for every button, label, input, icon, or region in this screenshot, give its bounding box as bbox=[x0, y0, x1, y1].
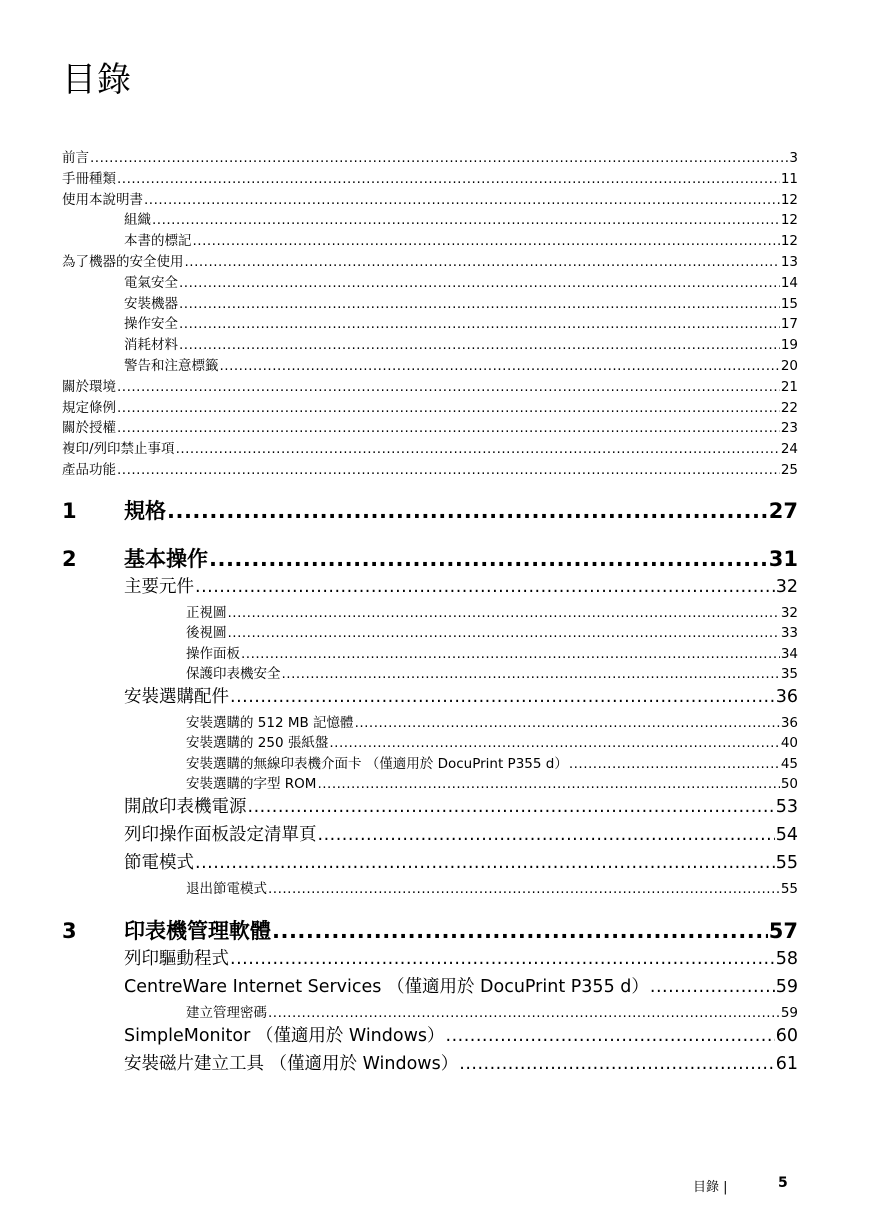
toc-page-number: 36 bbox=[780, 714, 798, 731]
toc-entry-title: 後視圖 bbox=[186, 625, 227, 642]
dot-leader bbox=[317, 776, 779, 792]
toc-page-number: 53 bbox=[775, 796, 798, 817]
toc-front-entry[interactable] bbox=[62, 188, 798, 209]
toc-entry-title: 使用本說明書 bbox=[62, 191, 143, 208]
toc-entry-title: 複印/列印禁止事項 bbox=[62, 441, 175, 458]
dot-leader bbox=[195, 577, 775, 597]
toc-entry-title: 安裝選購配件 bbox=[124, 686, 229, 707]
toc-subsection-entry[interactable] bbox=[62, 621, 798, 642]
page-title: 目錄 bbox=[62, 60, 132, 100]
toc-entry-title: 正視圖 bbox=[186, 604, 227, 621]
toc-section-entry[interactable] bbox=[62, 1050, 798, 1078]
toc-page-number: 40 bbox=[780, 735, 798, 752]
toc-front-entry[interactable] bbox=[62, 208, 798, 229]
chapter-number: 3 bbox=[62, 919, 77, 944]
toc-page-number: 24 bbox=[780, 441, 798, 458]
toc-entry-title: CentreWare Internet Services （僅適用於 DocuPrint P355 d） bbox=[124, 977, 649, 998]
toc-page-number: 50 bbox=[780, 776, 798, 793]
dot-leader bbox=[318, 825, 775, 845]
dot-leader bbox=[185, 254, 780, 270]
toc-entry-title: 消耗材料 bbox=[124, 337, 178, 354]
toc-entry-title: 產品功能 bbox=[62, 461, 116, 478]
dot-leader bbox=[230, 949, 775, 969]
dot-leader bbox=[144, 192, 780, 208]
toc-section-entry[interactable] bbox=[62, 1022, 798, 1050]
toc-page-number: 19 bbox=[780, 337, 798, 354]
toc-entry-title: 安裝磁片建立工具 （僅適用於 Windows） bbox=[124, 1053, 459, 1074]
toc-page-number: 3 bbox=[789, 150, 798, 166]
toc-front-entry[interactable] bbox=[62, 396, 798, 417]
toc-page-number: 32 bbox=[775, 576, 798, 597]
toc-front-entry[interactable] bbox=[62, 229, 798, 250]
toc-entry-title: 安裝選購的無線印表機介面卡 （僅適用於 DocuPrint P355 d） bbox=[186, 755, 568, 772]
dot-leader bbox=[268, 1005, 780, 1021]
dot-leader bbox=[179, 316, 780, 332]
dot-leader bbox=[329, 735, 779, 751]
toc-page-number: 59 bbox=[775, 977, 798, 998]
toc-entry-title: 規格 bbox=[124, 498, 166, 523]
dot-leader bbox=[459, 1054, 774, 1074]
dot-leader bbox=[195, 853, 775, 873]
toc-front-entry[interactable] bbox=[62, 312, 798, 333]
dot-leader bbox=[167, 499, 768, 523]
toc-page-number: 36 bbox=[775, 686, 798, 707]
toc-front-entry[interactable] bbox=[62, 146, 798, 167]
toc-entry-title: 開啟印表機電源 bbox=[124, 796, 247, 817]
toc-front-entry[interactable] bbox=[62, 250, 798, 271]
toc-entry-title: 安裝選購的 512 MB 記憶體 bbox=[186, 714, 354, 731]
toc-front-entry[interactable] bbox=[62, 271, 798, 292]
toc-page-number: 13 bbox=[780, 253, 798, 270]
toc-section-entry[interactable] bbox=[62, 973, 798, 1001]
toc-page-number: 15 bbox=[780, 295, 798, 312]
dot-leader bbox=[650, 977, 775, 997]
toc-entry-title: 組織 bbox=[124, 212, 151, 229]
toc-subsection-entry[interactable] bbox=[62, 601, 798, 622]
dot-leader bbox=[272, 919, 768, 943]
toc-entry-title: 操作面板 bbox=[186, 645, 240, 662]
toc-entry-title: SimpleMonitor （僅適用於 Windows） bbox=[124, 1025, 445, 1046]
toc-section-entry[interactable] bbox=[62, 849, 798, 877]
footer-label: 目錄 | bbox=[693, 1180, 728, 1195]
toc-subsection-entry[interactable] bbox=[62, 642, 798, 663]
toc-front-entry[interactable] bbox=[62, 458, 798, 479]
toc-page-number: 59 bbox=[780, 1005, 798, 1022]
toc-entry-title: 前言 bbox=[62, 150, 89, 166]
toc-page-number: 27 bbox=[768, 498, 798, 523]
toc-entry-title: 規定條例 bbox=[62, 399, 116, 416]
toc-entry-title: 節電模式 bbox=[124, 852, 194, 873]
dot-leader bbox=[193, 233, 780, 249]
toc-chapter-entry[interactable] bbox=[62, 915, 798, 945]
dot-leader bbox=[241, 646, 780, 662]
dot-leader bbox=[228, 625, 780, 641]
toc-page-number: 12 bbox=[780, 212, 798, 229]
table-of-contents bbox=[62, 146, 798, 1078]
toc-front-entry[interactable] bbox=[62, 333, 798, 354]
toc-subsection-entry[interactable] bbox=[62, 772, 798, 793]
toc-entry-title: 主要元件 bbox=[124, 576, 194, 597]
toc-entry-title: 警告和注意標籤 bbox=[124, 357, 219, 374]
toc-front-entry[interactable] bbox=[62, 167, 798, 188]
toc-page-number: 12 bbox=[780, 233, 798, 250]
toc-entry-title: 基本操作 bbox=[124, 546, 208, 571]
dot-leader bbox=[117, 400, 780, 416]
toc-page-number: 58 bbox=[775, 949, 798, 970]
toc-front-entry[interactable] bbox=[62, 416, 798, 437]
toc-page-number: 17 bbox=[780, 316, 798, 333]
dot-leader bbox=[179, 296, 780, 312]
toc-entry-title: 關於授權 bbox=[62, 420, 116, 437]
toc-entry-title: 安裝選購的 250 張紙盤 bbox=[186, 735, 329, 752]
toc-chapter-entry[interactable] bbox=[62, 543, 798, 573]
dot-leader bbox=[569, 756, 780, 772]
toc-entry-title: 印表機管理軟體 bbox=[124, 919, 271, 944]
dot-leader bbox=[152, 212, 780, 228]
toc-entry-title: 列印操作面板設定清單頁 bbox=[124, 824, 317, 845]
toc-page-number: 60 bbox=[775, 1025, 798, 1046]
toc-page-number: 25 bbox=[780, 461, 798, 478]
toc-page-number: 55 bbox=[780, 880, 798, 897]
toc-front-entry[interactable] bbox=[62, 354, 798, 375]
toc-page-number: 32 bbox=[780, 604, 798, 621]
toc-page-number: 34 bbox=[780, 645, 798, 662]
toc-entry-title: 列印驅動程式 bbox=[124, 949, 229, 970]
dot-leader bbox=[230, 687, 775, 707]
toc-entry-title: 安裝機器 bbox=[124, 295, 178, 312]
toc-subsection-entry[interactable] bbox=[62, 711, 798, 732]
dot-leader bbox=[179, 337, 780, 353]
dot-leader bbox=[90, 150, 788, 166]
toc-page-number: 12 bbox=[780, 191, 798, 208]
chapter-number: 2 bbox=[62, 546, 77, 571]
toc-page-number: 14 bbox=[780, 274, 798, 291]
toc-page-number: 33 bbox=[780, 625, 798, 642]
toc-subsection-entry[interactable] bbox=[62, 877, 798, 898]
toc-entry-title: 為了機器的安全使用 bbox=[62, 253, 184, 270]
toc-entry-title: 電氣安全 bbox=[124, 274, 178, 291]
dot-leader bbox=[209, 547, 768, 571]
toc-page-number: 22 bbox=[780, 399, 798, 416]
toc-entry-title: 退出節電模式 bbox=[186, 880, 267, 897]
toc-subsection-entry[interactable] bbox=[62, 731, 798, 752]
toc-section-entry[interactable] bbox=[62, 793, 798, 821]
toc-entry-title: 關於環境 bbox=[62, 378, 116, 395]
dot-leader bbox=[268, 881, 780, 897]
toc-section-entry[interactable] bbox=[62, 683, 798, 711]
dot-leader bbox=[228, 605, 780, 621]
toc-page-number: 23 bbox=[780, 420, 798, 437]
dot-leader bbox=[117, 171, 780, 187]
toc-entry-title: 操作安全 bbox=[124, 316, 178, 333]
toc-page-number: 45 bbox=[780, 755, 798, 772]
footer-page-number: 5 bbox=[778, 1175, 788, 1191]
dot-leader bbox=[176, 441, 780, 457]
toc-page-number: 35 bbox=[780, 666, 798, 683]
toc-page-number: 55 bbox=[775, 852, 798, 873]
dot-leader bbox=[179, 275, 780, 291]
toc-front-entry[interactable] bbox=[62, 292, 798, 313]
toc-chapter-entry[interactable] bbox=[62, 495, 798, 525]
toc-section-entry[interactable] bbox=[62, 821, 798, 849]
toc-entry-title: 手冊種類 bbox=[62, 170, 116, 187]
toc-subsection-entry[interactable] bbox=[62, 1001, 798, 1022]
dot-leader bbox=[282, 666, 780, 682]
toc-page-number: 57 bbox=[768, 919, 798, 944]
toc-front-entry[interactable] bbox=[62, 375, 798, 396]
dot-leader bbox=[117, 462, 780, 478]
toc-subsection-entry[interactable] bbox=[62, 752, 798, 773]
toc-page-number: 54 bbox=[775, 824, 798, 845]
dot-leader bbox=[355, 715, 780, 731]
toc-section-entry[interactable] bbox=[62, 573, 798, 601]
toc-front-entry[interactable] bbox=[62, 437, 798, 458]
dot-leader bbox=[248, 797, 775, 817]
dot-leader bbox=[220, 358, 780, 374]
toc-entry-title: 保護印表機安全 bbox=[186, 666, 281, 683]
toc-page-number: 11 bbox=[780, 170, 798, 187]
toc-section-entry[interactable] bbox=[62, 945, 798, 973]
toc-entry-title: 建立管理密碼 bbox=[186, 1005, 267, 1022]
toc-entry-title: 安裝選購的字型 ROM bbox=[186, 776, 317, 793]
toc-subsection-entry[interactable] bbox=[62, 662, 798, 683]
dot-leader bbox=[446, 1026, 775, 1046]
toc-page-number: 21 bbox=[780, 378, 798, 395]
toc-page-number: 61 bbox=[775, 1053, 798, 1074]
chapter-number: 1 bbox=[62, 498, 77, 523]
toc-page-number: 20 bbox=[780, 357, 798, 374]
dot-leader bbox=[117, 420, 780, 436]
dot-leader bbox=[117, 379, 780, 395]
toc-entry-title: 本書的標記 bbox=[124, 233, 192, 250]
toc-page-number: 31 bbox=[768, 546, 798, 571]
